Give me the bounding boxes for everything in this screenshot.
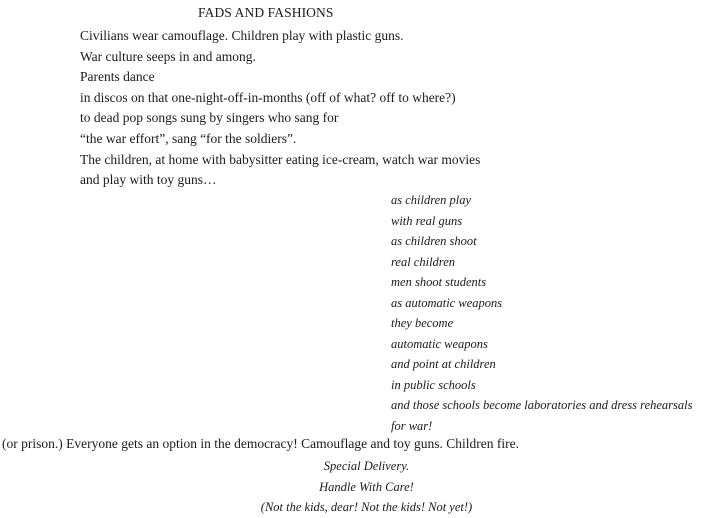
- closing-line: Handle With Care!: [319, 479, 414, 494]
- poem-line-italic: for war!: [391, 418, 433, 433]
- poem-line-italic: they become: [391, 316, 454, 330]
- poem-line: and play with toy guns…: [80, 172, 217, 188]
- poem-line-italic: in public schools: [391, 377, 476, 392]
- closing-line: (Not the kids, dear! Not the kids! Not yet!): [260, 500, 473, 514]
- poem-line-italic: as automatic weapons: [391, 295, 503, 310]
- poem-line-italic: as children shoot: [391, 234, 477, 248]
- poem-line-italic: automatic weapons: [391, 336, 488, 351]
- poem-line-italic: men shoot students: [391, 275, 487, 289]
- poem-line-italic: with real guns: [391, 213, 463, 228]
- poem-line: War culture seeps in and among.: [80, 48, 256, 64]
- poem-line-italic: and point at children: [391, 357, 496, 371]
- poem-line: to dead pop songs sung by singers who sang for: [80, 110, 339, 126]
- closing-line: Special Delivery.: [323, 459, 410, 473]
- poem-line: in discos on that one-night-off-in-months (off of what? off to where?): [80, 89, 456, 105]
- closing-lines: [0, 456, 725, 518]
- poem-line-italic: and those schools become laboratories and dress rehearsals: [391, 398, 693, 412]
- stanza-1: [80, 26, 480, 191]
- poem-line-italic: as children play: [391, 193, 472, 207]
- poem-line: Parents dance: [80, 69, 155, 85]
- stanza-2-italic: [391, 190, 692, 436]
- poem-line: The children, at home with babysitter eating ice-cream, watch war movies: [80, 151, 481, 167]
- prose-line: (or prison.) Everyone gets an option in the democracy! Camouflage and toy guns. Children fire.: [2, 436, 519, 451]
- poem-line: “the war effort”, sang “for the soldiers”.: [80, 130, 297, 146]
- poem-title: FADS AND FASHIONS: [198, 5, 334, 20]
- poem-line: Civilians wear camouflage. Children play with plastic guns.: [80, 28, 404, 43]
- poem-line-italic: real children: [391, 254, 455, 269]
